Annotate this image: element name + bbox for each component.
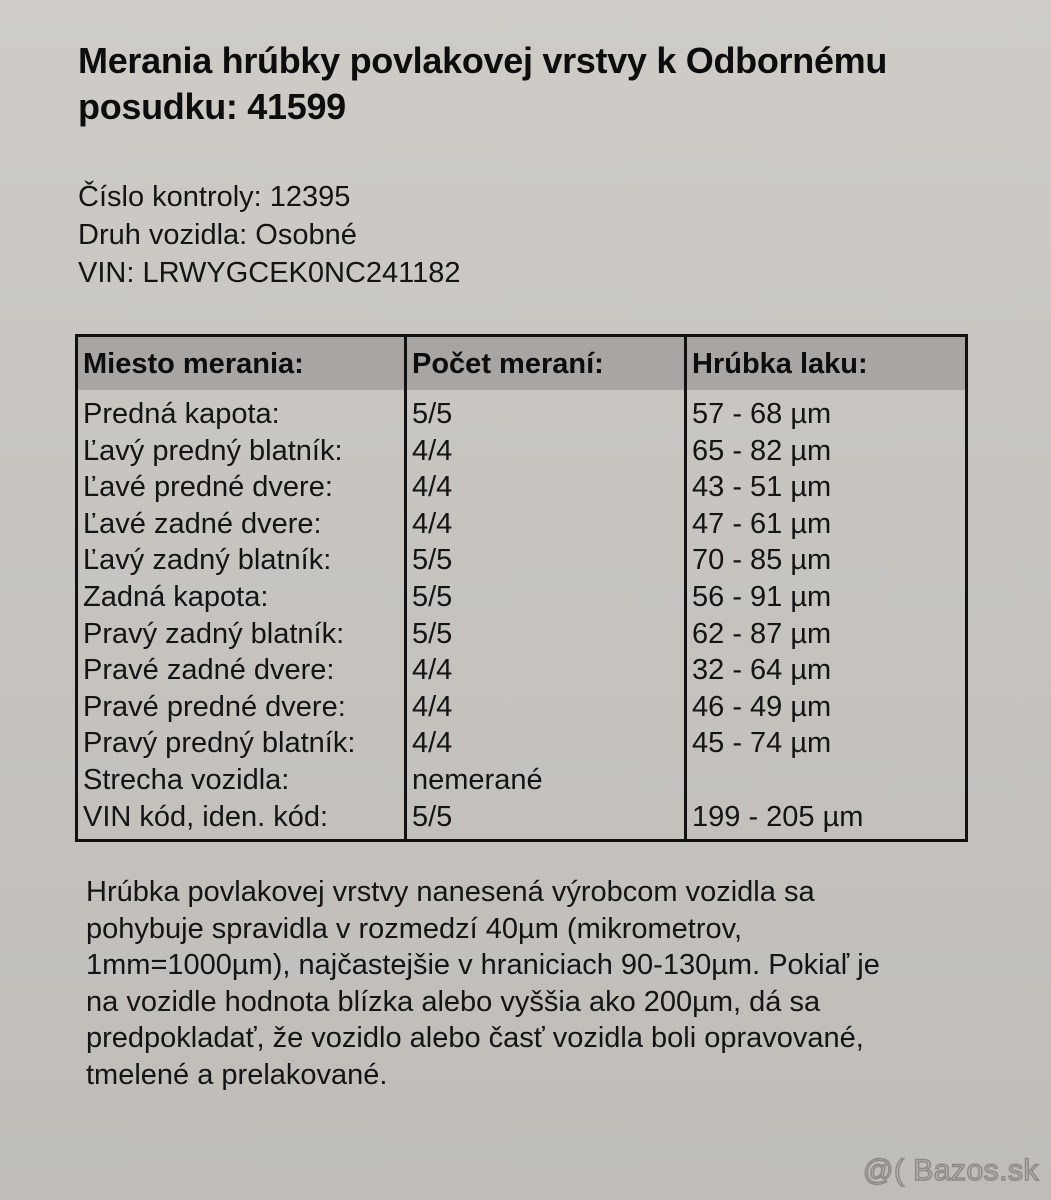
- cell-count: 4/4: [412, 507, 453, 540]
- table-header-row: [78, 337, 965, 390]
- table-row: [78, 762, 965, 799]
- cell-location: Ľavé zadné dvere:: [83, 507, 322, 540]
- cell-thickness: 47 - 61 µm: [692, 507, 832, 540]
- title-line-1: Merania hrúbky povlakovej vrstvy k Odbornému: [78, 40, 888, 81]
- cell-location: Ľavý predný blatník:: [83, 434, 343, 467]
- note-line: pohybuje spravidla v rozmedzí 40µm (mikrometrov,: [86, 912, 743, 945]
- cell-thickness: 45 - 74 µm: [692, 727, 832, 760]
- cell-location: Zadná kapota:: [83, 580, 269, 613]
- title-line-2: posudku: 41599: [78, 86, 346, 127]
- cell-count: 4/4: [412, 654, 453, 687]
- cell-location: VIN kód, iden. kód:: [83, 800, 329, 833]
- measurement-table: [75, 334, 968, 842]
- table-row: [78, 542, 965, 579]
- cell-location: Pravé zadné dvere:: [83, 654, 335, 687]
- header-location: Miesto merania:: [83, 348, 304, 380]
- table-row: [78, 396, 965, 433]
- table-row: [78, 799, 965, 836]
- cell-count: 5/5: [412, 544, 453, 577]
- note-line: 1mm=1000µm), najčastejšie v hraniciach 90-130µm. Pokiaľ je: [86, 949, 880, 981]
- cell-count: 4/4: [412, 434, 453, 467]
- cell-count: 4/4: [412, 690, 453, 723]
- vehicle-info: [78, 178, 461, 292]
- bazos-watermark: @( Bazos.sk: [863, 1154, 1039, 1187]
- cell-thickness: 65 - 82 µm: [692, 434, 832, 467]
- note-line: tmelené a prelakované.: [86, 1058, 388, 1091]
- cell-location: Pravý predný blatník:: [83, 727, 356, 760]
- cell-count: 4/4: [412, 727, 453, 760]
- cell-count: 5/5: [412, 800, 453, 833]
- cell-location: Pravý zadný blatník:: [83, 617, 345, 650]
- note-line: Hrúbka povlakovej vrstvy nanesená výrobcom vozidla sa: [86, 876, 815, 908]
- explanatory-note: [86, 874, 986, 1093]
- cell-thickness: 70 - 85 µm: [692, 544, 832, 577]
- header-count: Počet meraní:: [412, 348, 604, 380]
- cell-count: 5/5: [412, 580, 453, 613]
- table-row: [78, 725, 965, 762]
- note-line: predpokladať, že vozidlo alebo časť vozidla boli opravované,: [86, 1022, 864, 1054]
- table-row: [78, 579, 965, 616]
- table-row: [78, 469, 965, 506]
- document-title: [78, 38, 1018, 130]
- cell-location: Strecha vozidla:: [83, 763, 290, 796]
- table-row: [78, 506, 965, 543]
- cell-count: nemerané: [412, 763, 543, 796]
- cell-count: 5/5: [412, 617, 453, 650]
- cell-count: 4/4: [412, 471, 453, 504]
- table-body: [78, 396, 965, 835]
- vin-number: VIN: LRWYGCEK0NC241182: [78, 257, 461, 289]
- cell-thickness: 56 - 91 µm: [692, 580, 832, 613]
- vehicle-type: Druh vozidla: Osobné: [78, 219, 357, 251]
- cell-thickness: 57 - 68 µm: [692, 398, 832, 430]
- cell-location: Ľavý zadný blatník:: [83, 544, 332, 577]
- control-number: Číslo kontroly: 12395: [78, 181, 351, 213]
- table-row: [78, 652, 965, 689]
- cell-location: Ľavé predné dvere:: [83, 471, 333, 504]
- cell-thickness: 62 - 87 µm: [692, 617, 832, 650]
- cell-location: Pravé predné dvere:: [83, 690, 346, 723]
- header-thickness: Hrúbka laku:: [692, 348, 868, 380]
- cell-thickness: 43 - 51 µm: [692, 471, 832, 504]
- note-line: na vozidle hodnota blízka alebo vyššia ako 200µm, dá sa: [86, 985, 821, 1018]
- cell-thickness: 199 - 205 µm: [692, 800, 864, 833]
- table-row: [78, 689, 965, 726]
- cell-thickness: 46 - 49 µm: [692, 690, 832, 723]
- cell-count: 5/5: [412, 398, 453, 430]
- table-row: [78, 433, 965, 470]
- cell-location: Predná kapota:: [83, 398, 280, 430]
- cell-thickness: 32 - 64 µm: [692, 654, 832, 687]
- table-row: [78, 616, 965, 653]
